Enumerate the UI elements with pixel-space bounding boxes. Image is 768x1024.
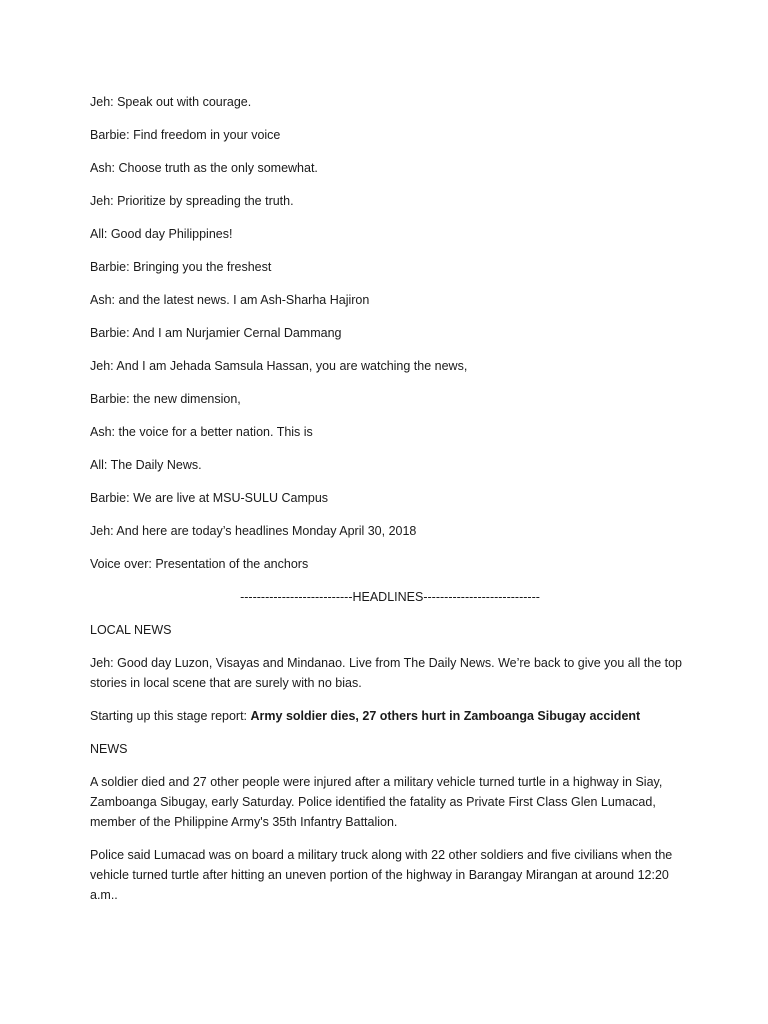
stage-report-prefix: Starting up this stage report: xyxy=(90,709,251,723)
script-line: Ash: Choose truth as the only somewhat. xyxy=(90,161,318,175)
script-line: Ash: and the latest news. I am Ash-Sharha Hajiron xyxy=(90,293,370,307)
news-heading: NEWS xyxy=(90,742,128,756)
script-line: Barbie: Bringing you the freshest xyxy=(90,260,272,274)
script-line: All: Good day Philippines! xyxy=(90,227,233,241)
script-line: Barbie: We are live at MSU-SULU Campus xyxy=(90,491,329,505)
script-line: Voice over: Presentation of the anchors xyxy=(90,557,309,571)
script-line: Jeh: And I am Jehada Samsula Hassan, you are watching the news, xyxy=(90,359,468,373)
stage-report-line xyxy=(90,706,690,726)
headlines-divider: ---------------------------HEADLINES---------------------------- xyxy=(240,590,540,604)
script-line: Jeh: Speak out with courage. xyxy=(90,95,252,109)
local-news-intro: Jeh: Good day Luzon, Visayas and Mindanao. Live from The Daily News. We’re back to give you all the top stories in local scene that are surely with no bias. xyxy=(90,656,682,690)
script-line: All: The Daily News. xyxy=(90,458,202,472)
local-news-heading: LOCAL NEWS xyxy=(90,623,172,637)
script-line: Barbie: the new dimension, xyxy=(90,392,241,406)
document-page xyxy=(90,92,690,918)
script-line: Barbie: And I am Nurjamier Cernal Dammang xyxy=(90,326,342,340)
script-line: Jeh: And here are today’s headlines Monday April 30, 2018 xyxy=(90,524,417,538)
script-line: Ash: the voice for a better nation. This is xyxy=(90,425,313,439)
news-paragraph: A soldier died and 27 other people were injured after a military vehicle turned turtle in a highway in Siay, Zamboanga Sibugay, early Saturday. Police identified the fatality as Private First Class Glen Lumacad, member of the Philippine Army's 35th Infantry Battalion. xyxy=(90,775,663,829)
script-line: Jeh: Prioritize by spreading the truth. xyxy=(90,194,294,208)
news-paragraph: Police said Lumacad was on board a military truck along with 22 other soldiers and five civilians when the vehicle turned turtle after hitting an uneven portion of the highway in Barangay Mirangan at around 12:20 a.m.. xyxy=(90,848,673,902)
script-line: Barbie: Find freedom in your voice xyxy=(90,128,281,142)
stage-report-title: Army soldier dies, 27 others hurt in Zamboanga Sibugay accident xyxy=(250,709,641,723)
